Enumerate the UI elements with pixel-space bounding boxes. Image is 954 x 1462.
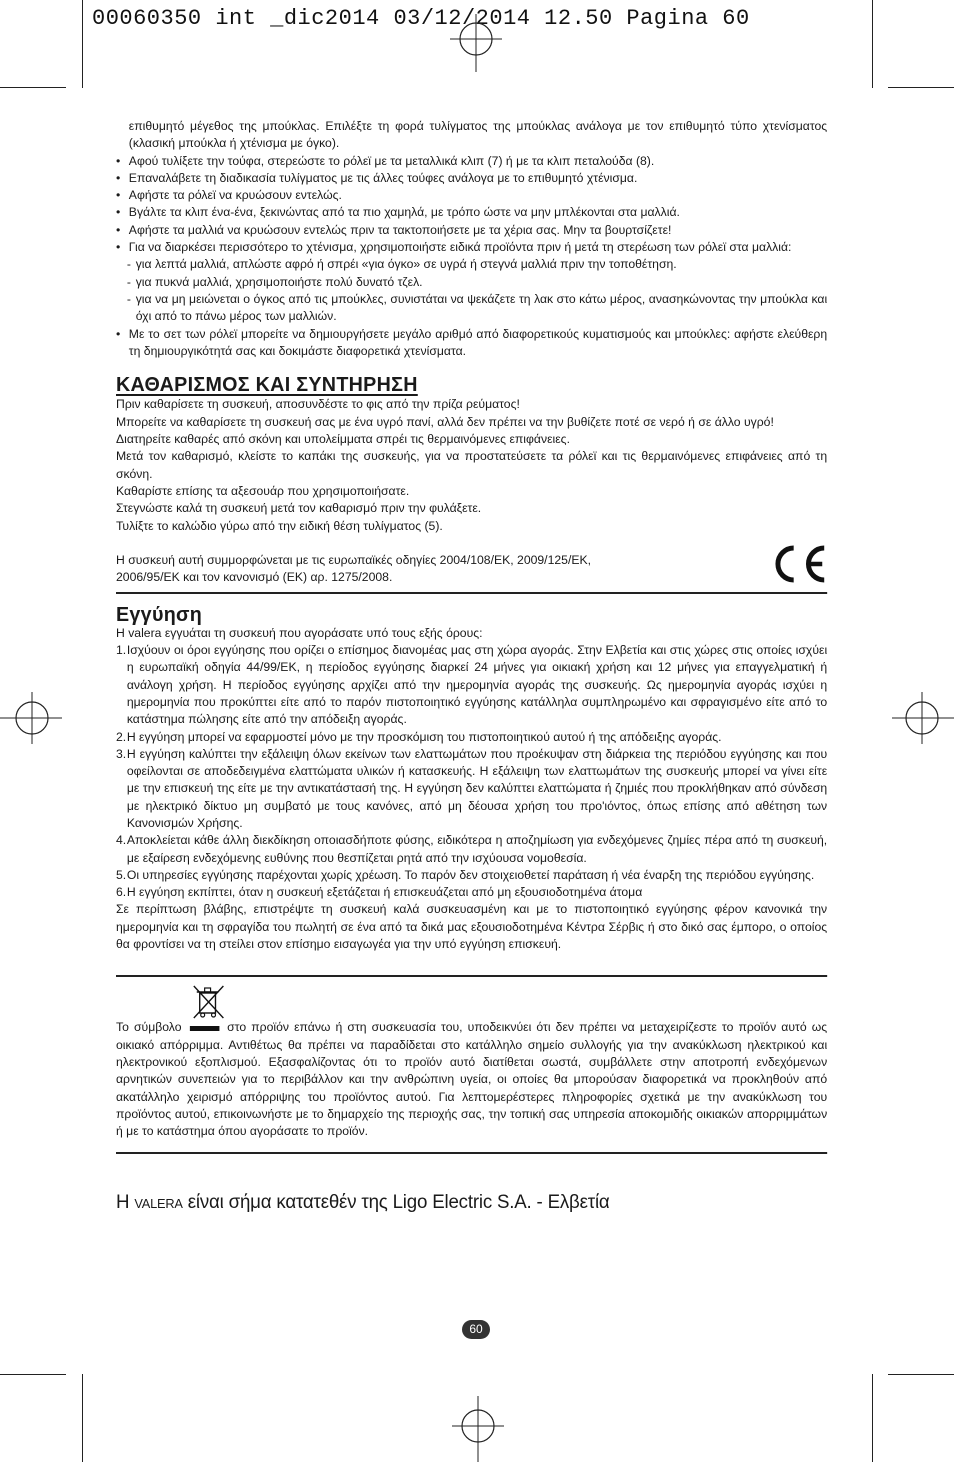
list-item: - για να μη μειώνεται ο όγκος από τις μπούκλες, συνιστάται να ψεκάζετε τη λακ στο κάτω μέρος, ανασηκώνοντας την μπούκλα και όχι από το πάνω μέρος των μαλλιών. xyxy=(126,291,828,324)
crop-mark-top-right-h xyxy=(888,87,954,88)
list-item: - για πυκνά μαλλιά, χρησιμοποιήστε πολύ δυνατό τζελ. xyxy=(126,274,423,289)
registration-mark-icon xyxy=(888,688,954,748)
warranty-intro: Η valera εγγυάται τη συσκευή που αγοράσατε υπό τους εξής όρους: xyxy=(116,625,483,640)
crop-mark-bottom-right-v xyxy=(872,1374,873,1462)
trademark-line xyxy=(116,1194,827,1212)
cleaning-line: Στεγνώστε καλά τη συσκευή μετά τον καθαρισμό πριν την φυλάξετε. xyxy=(116,501,482,516)
list-item: • Αφού τυλίξετε την τούφα, στερεώστε το ρόλεϊ με τα μεταλλικά κλιπ (7) ή με τα κλιπ πεταλούδα (8). xyxy=(116,153,655,168)
cleaning-line: Διατηρείτε καθαρές από σκόνη και υπολείμματα σπρέι τις θερμαινόμενες επιφάνειες. xyxy=(116,432,570,447)
cleaning-line: Μπορείτε να καθαρίσετε τη συσκευή σας με ένα υγρό πανί, αλλά δεν πρέπει να την βυθίζετε ποτέ σε νερό ή σε άλλο υγρό! xyxy=(116,414,774,429)
crop-mark-top-right-v xyxy=(872,0,873,88)
weee-notice xyxy=(116,1019,827,1140)
cleaning-heading: ΚΑΘΑΡΙΣΜΟΣ ΚΑΙ ΣΥΝΤΗΡΗΣΗ xyxy=(116,374,418,397)
list-item: • Επαναλάβετε τη διαδικασία τυλίγματος με τις άλλες τούφες ανάλογα με το επιθυμητό χτένισμα. xyxy=(116,170,638,185)
registration-mark-icon xyxy=(448,1396,508,1462)
weee-text: Το σύμβολο xyxy=(116,1020,182,1035)
warranty-terms-list xyxy=(116,642,827,901)
cleaning-line: Τυλίξτε το καλώδιο γύρω από την ειδική θέση τυλίγματος (5). xyxy=(116,518,443,533)
weee-bar-icon xyxy=(190,1026,220,1031)
list-item: 4. Αποκλείεται κάθε άλλη διεκδίκηση οποιασδήποτε φύσης, ειδικότερα η αποζημίωση για ενδεχόμενες ζημίες πέρα από τη συσκευή, με εξαίρεση ενδεχόμενης ευθύνης που θεσπίζεται ρητά από την ισχύουσα νομοθεσία. xyxy=(116,833,828,865)
styling-products-sublist xyxy=(116,256,827,325)
list-item: - για λεπτά μαλλιά, απλώστε αφρό ή σπρέι «για όγκο» σε υγρά ή στεγνά μαλλιά πριν την τοποθέτηση. xyxy=(126,257,677,272)
document-body xyxy=(116,118,827,1213)
list-item: 6. Η εγγύηση εκπίπτει, όταν η συσκευή εξετάζεται ή επισκευάζεται από μη εξουσιοδοτημένα άτομα xyxy=(116,885,643,900)
compliance-text xyxy=(116,552,591,587)
registration-mark-icon xyxy=(0,688,66,748)
list-item: 5. Οι υπηρεσίες εγγύησης παρέχονται χωρίς χρέωση. Το παρόν δεν στοιχειοθετεί παράταση ή νέα έναρξη της περιόδου εγγύησης. xyxy=(116,867,815,882)
trademark-suffix: είναι σήμα κατατεθέν της Ligo Electric S.A. - Ελβετία xyxy=(187,1192,610,1214)
list-item: • Αφήστε τα ρόλεϊ να κρυώσουν εντελώς. xyxy=(116,188,342,203)
brand-name: VALERA xyxy=(134,1196,183,1212)
list-item: • Με το σετ των ρόλεϊ μπορείτε να δημιουργήσετε μεγάλο αριθμό από διαφορετικούς κυματισμούς και μπούκλες: αφήστε ελεύθερη τη δημιουργικότητά σας και δοκιμάστε διαφορετικά χτενίσματα. xyxy=(116,326,828,358)
list-item: 3. Η εγγύηση καλύπτει την εξάλειψη όλων εκείνων των ελαττωμάτων που προέκυψαν στη διάρκεια της περιόδου εγγύησης και που οφείλονται σε αποδεδειγμένα ελαττώματα υλικών ή κατασκευής. Η εξάλειψη των ελαττωμάτων της συσκευής μπορεί να γίνει είτε με την επισκευή της είτε με την αντικατάστασή της. Η εγγύηση δεν καλύπτει ελαττώματα ή ζημιές που προκλήθηκαν από σύνδεση με ηλεκτρικό δίκτυο μη συμβατό με τους κανόνες, από μη δέουσα χρήση του προ'ιόντος, όπως επίσης από αθέτηση των Κανονισμών Χρήσης. xyxy=(116,746,828,830)
weee-text: στο προϊόν επάνω ή στη συσκευασία του, υποδεικνύει ότι δεν πρέπει να μεταχειρίζεστε το προϊόν αυτό ως οικιακό απόρριμμα. Αντιθέτως θα πρέπει να παραδίδεται στο κατάλληλο σημείο συλλογής για την ανακύκλωση ηλεκτρικού και ηλεκτρονικού εξοπλισμού. Εξασφαλίζοντας ότι το προϊόν αυτό διατίθεται σωστά, συμβάλλετε στην αποτροπή ενδεχόμενων αρνητικών συνεπειών για το περιβάλλον και την ανθρώπινη υγεία, οι οποίες θα μπορούσαν διαφορετικά να προκληθούν από ακατάλληλο χειρισμό απόρριψης του προϊόντος αυτού. Για λεπτομερέστερες πληροφορίες σχετικά με την ανακύκλωση του προϊόντος αυτού, επικοινωνήστε με το δημαρχείο της περιοχής σας, την τοπική σας υπηρεσία αποκομιδής οικιακών απορριμμάτων ή με το κατάστημα όπου αγοράσατε το προϊόν. xyxy=(116,1020,828,1139)
crop-mark-bottom-left-h xyxy=(0,1374,66,1375)
usage-bullet-list xyxy=(116,153,827,361)
page-number: 60 xyxy=(462,1320,490,1339)
crossed-out-bin-icon xyxy=(191,983,226,1019)
compliance-line: 2006/95/ΕΚ και τον κανονισμό (ΕΚ) αρ. 1275/2008. xyxy=(116,570,393,585)
warranty-heading: Εγγύηση xyxy=(116,604,203,627)
weee-symbol-row xyxy=(116,981,827,1019)
cleaning-line: Μετά τον καθαρισμό, κλείστε το καπάκι της συσκευής, για να προστατεύσετε τα ρόλεϊ και τις θερμαινόμενες επιφάνειες από τη σκόνη. xyxy=(116,449,828,481)
list-item: • Αφήστε τα μαλλιά να κρυώσουν εντελώς πριν τα τακτοποιήσετε με τα χέρια σας. Μην τα βουρτσίζετε! xyxy=(116,222,672,237)
crop-mark-bottom-right-h xyxy=(888,1374,954,1375)
crop-mark-top-left-v xyxy=(82,0,83,88)
cleaning-line: Πριν καθαρίσετε τη συσκευή, αποσυνδέστε το φις από την πρίζα ρεύματος! xyxy=(116,397,520,412)
compliance-line: Η συσκευή αυτή συμμορφώνεται με τις ευρωπαϊκές οδηγίες 2004/108/ΕΚ, 2009/125/ΕΚ, xyxy=(116,552,592,567)
list-item: • Για να διαρκέσει περισσότερο το χτένισμα, χρησιμοποιήστε ειδικά προϊόντα πριν ή μετά τη στερέωση των ρόλεϊ στα μαλλιά: - για λεπτά μαλλιά, απλώστε αφρό ή σπρέι «για όγκο» σε υγρά ή στεγνά μαλλιά πριν την τοποθέτηση. - για πυκνά μαλλιά, χρησιμοποιήστε πολύ δυνατό τζελ. - για να μη μειώνεται ο όγκος από τις μπούκλες, συνιστάται να ψεκάζετε τη λακ στο κάτω μέρος, ανασηκώνοντας την μπούκλα και όχι από το πάνω μέρος των μαλλιών. xyxy=(116,239,827,325)
registration-mark-icon xyxy=(446,14,506,74)
crop-mark-bottom-left-v xyxy=(82,1374,83,1462)
ce-mark-icon xyxy=(768,542,827,586)
compliance-row xyxy=(116,552,827,587)
print-slug: 00060350 int _dic2014 03/12/2014 12.50 Pagina 60 xyxy=(92,6,750,31)
trademark-prefix: Η xyxy=(116,1192,130,1214)
cleaning-line: Καθαρίστε επίσης τα αξεσουάρ που χρησιμοποιήσατε. xyxy=(116,483,410,498)
list-item: 2. Η εγγύηση μπορεί να εφαρμοστεί μόνο με την προσκόμιση του πιστοποιητικού αυτού ή της απόδειξης αγοράς. xyxy=(116,729,722,744)
warranty-closing: Σε περίπτωση βλάβης, επιστρέψτε τη συσκευή καλά συσκευασμένη και με το πιστοποιητικό εγγύησης φέρον κανονικά την ημερομηνία και τη σφραγίδα του πωλητή σε ένα από τα δικά μας εξουσιοδοτημένα Κέντρα Σέρβις ή στο δικό σας έμπορο, ο οποίος θα φροντίσει να τη στείλει στον επίσημο εισαγωγέα για την υπό εγγύηση επισκευή. xyxy=(116,902,828,952)
intro-continuation: επιθυμητό μέγεθος της μπούκλας. Επιλέξτε τη φορά τυλίγματος της μπούκλας ανάλογα με τον επιθυμητό τύπο χτενίσματος (κλασική μπούκλα ή χτένισμα με όγκο). xyxy=(128,119,828,151)
list-item: 1. Ισχύουν οι όροι εγγύησης που ορίζει ο επίσημος διανομέας μας στη χώρα αγοράς. Στην Ελβετία και στις χώρες στις οποίες ισχύει η ευρωπαϊκή οδηγία 44/99/ΕΚ, η περίοδος εγγύησης διαρκεί 24 μήνες για οικιακή χρήση και 12 μήνες για επαγγελματική ή ανάλογη χρήση. Η περίοδος εγγύησης αρχίζει από την ημερομηνία αγοράς της συσκευής. Ως ημερομηνία αγοράς ισχύει η ημερομηνία που προκύπτει είτε από το παρόν πιστοποιητικό εγγύησης κατάλληλα συμπληρωμένο και σφραγισμένο είτε από το κατάστημα πώλησης είτε από την απόδειξη αγοράς. xyxy=(116,643,828,727)
crop-mark-top-left-h xyxy=(0,87,66,88)
list-item: • Βγάλτε τα κλιπ ένα-ένα, ξεκινώντας από τα πιο χαμηλά, με τρόπο ώστε να μην μπλέκονται στα μαλλιά. xyxy=(116,205,680,220)
